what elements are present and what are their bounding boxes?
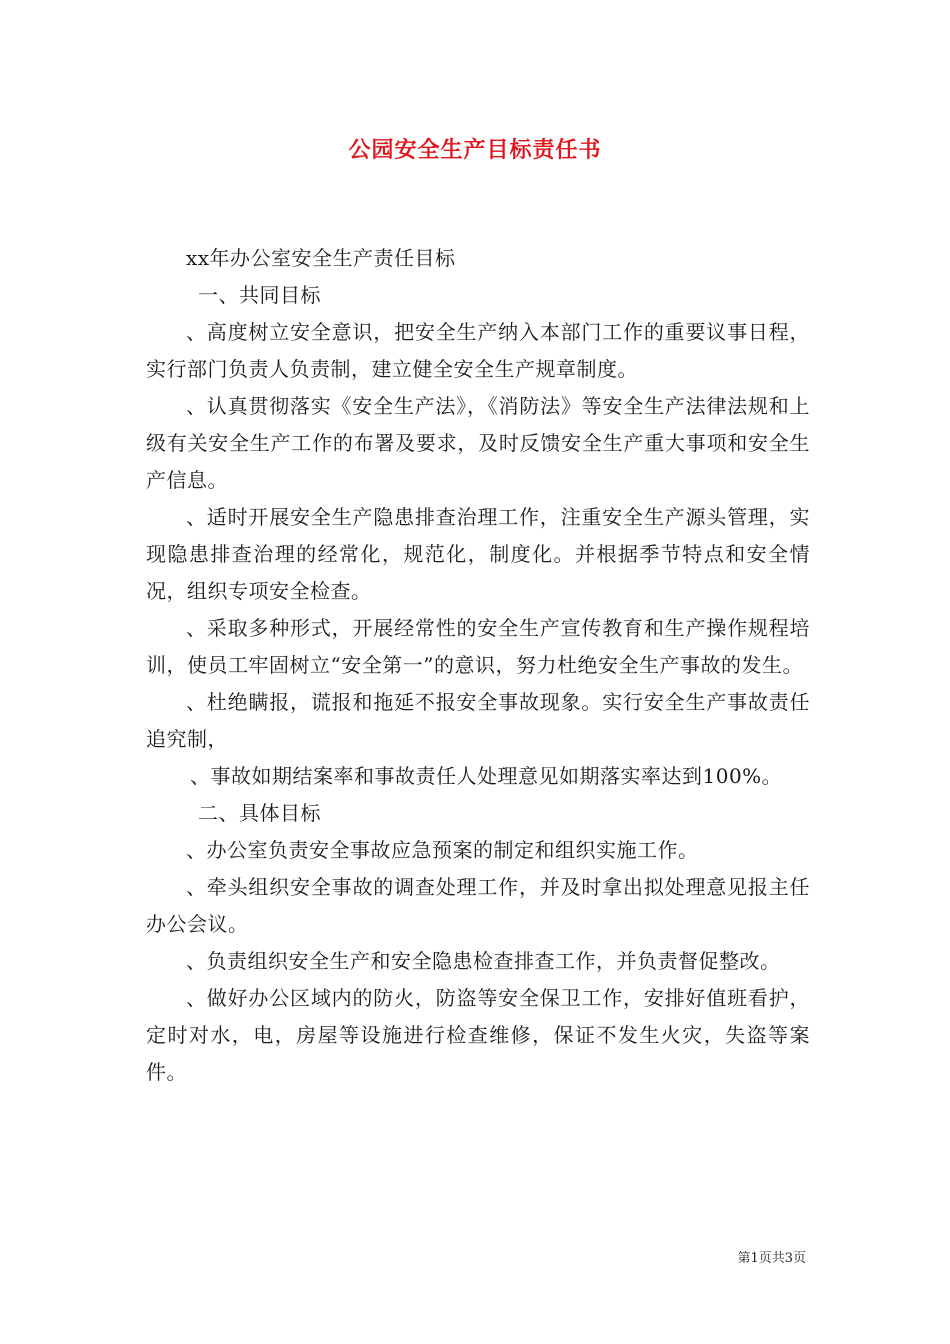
page-number: 第1页共3页	[737, 1251, 806, 1266]
paragraph-item: 、负责组织安全生产和安全隐患检查排查工作，并负责督促整改。	[186, 949, 781, 973]
paragraph-item: 、事故如期结案率和事故责任人处理意见如期落实率达到100%。	[190, 764, 783, 788]
paragraph-item: 、牵头组织安全事故的调查处理工作，并及时拿出拟处理意见报主任办公会议。	[146, 875, 810, 936]
paragraph-item: 、认真贯彻落实《安全生产法》，《消防法》等安全生产法律法规和上级有关安全生产工作的布署及要求，及时反馈安全生产重大事项和安全生产信息。	[146, 394, 810, 492]
paragraph-item: 、高度树立安全意识，把安全生产纳入本部门工作的重要议事日程，实行部门负责人负责制，建立健全安全生产规章制度。	[146, 320, 810, 381]
paragraph-intro: xx年办公室安全生产责任目标	[186, 246, 456, 270]
document-title: 公园安全生产目标责任书	[348, 137, 602, 163]
paragraph-item: 、杜绝瞒报，谎报和拖延不报安全事故现象。实行安全生产事故责任追究制，	[146, 690, 810, 751]
section-heading-specific-goals: 二、具体目标	[198, 801, 321, 825]
document-body	[146, 240, 810, 1091]
paragraph-item: 、适时开展安全生产隐患排查治理工作，注重安全生产源头管理，实现隐患排查治理的经常化，规范化，制度化。并根据季节特点和安全情况，组织专项安全检查。	[146, 505, 810, 603]
paragraph-item: 、办公室负责安全事故应急预案的制定和组织实施工作。	[186, 838, 699, 862]
paragraph-item: 、采取多种形式，开展经常性的安全生产宣传教育和生产操作规程培训，使员工牢固树立“安全第一”的意识，努力杜绝安全生产事故的发生。	[146, 616, 810, 677]
paragraph-item: 、做好办公区域内的防火，防盗等安全保卫工作，安排好值班看护，定时对水，电，房屋等设施进行检查维修，保证不发生火灾，失盗等案件。	[146, 986, 810, 1084]
section-heading-common-goals: 一、共同目标	[198, 283, 321, 307]
